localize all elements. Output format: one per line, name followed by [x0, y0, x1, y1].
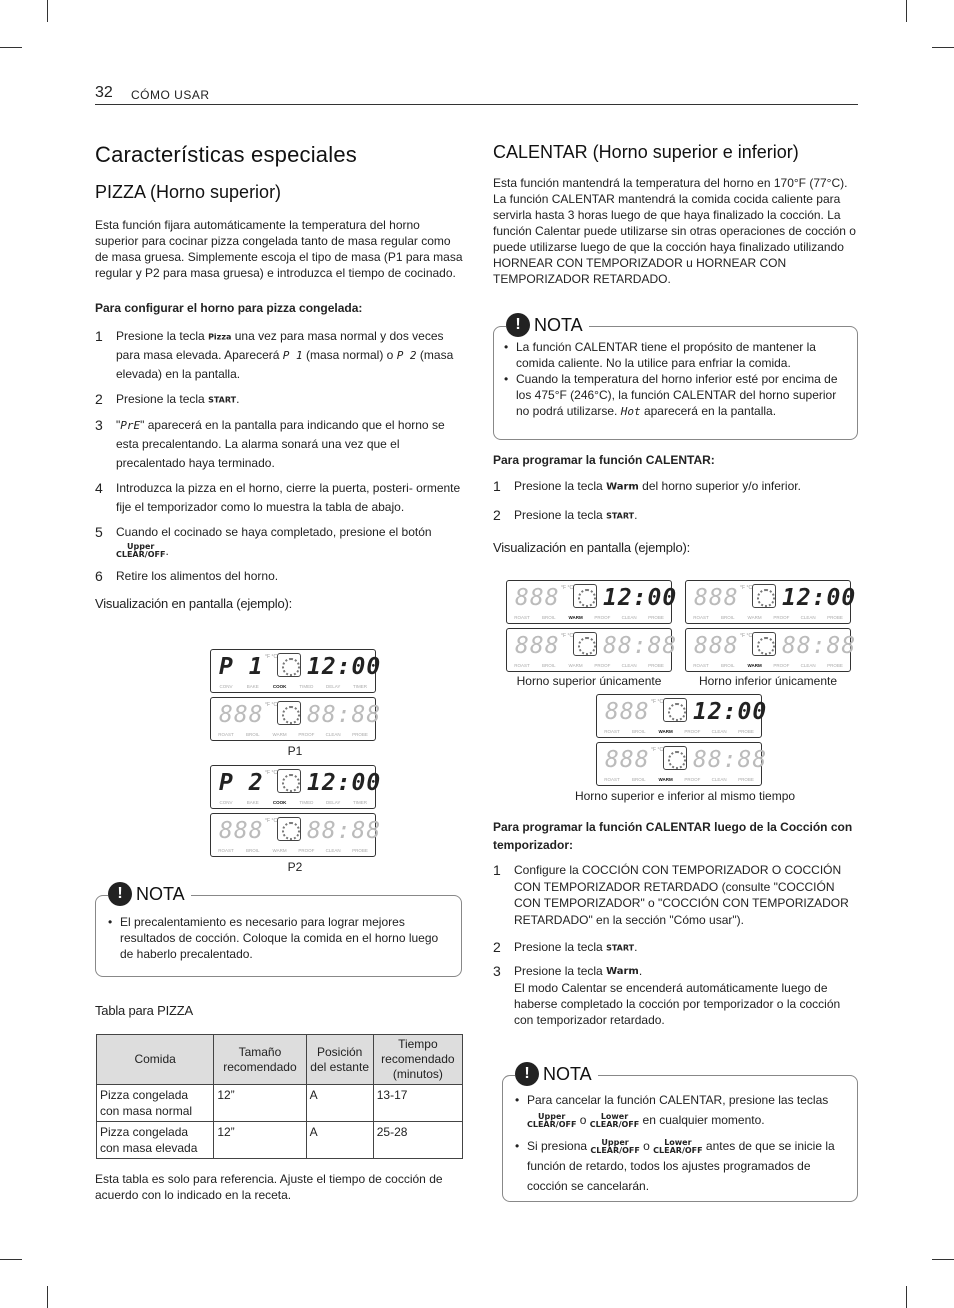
config-label: Para configurar el horno para pizza congelada: — [95, 301, 363, 315]
prog2-label: Para programar la función CALENTAR luego de la Cocción con temporizador: — [493, 820, 853, 852]
p1-caption: P1 — [287, 744, 303, 758]
display-label: Visualización en pantalla (ejemplo): — [95, 595, 293, 611]
display-lower-only-top: 888 °F °C 12:00 ROAST BROIL WARM PROOF CLEAN PROBE — [685, 580, 851, 624]
nota-item: • La función CALENTAR tiene el propósito de mantener la comida caliente. No la utilice para enfriar la comida. — [504, 339, 847, 371]
start-key: START — [606, 511, 635, 521]
fan-icon — [752, 584, 776, 608]
nota-item: • El precalentamiento es necesario para lograr mejores resultados de cocción. Coloque la comida en el horno luego de haberlo precalentado. — [108, 914, 447, 962]
fan-icon — [573, 584, 597, 608]
caption-upper-only: Horno superior únicamente — [516, 674, 662, 688]
pizza-step: 2 Presione la tecla START. — [95, 391, 240, 408]
warm-key: Warm — [606, 966, 639, 978]
calentar-step: 1 Configure la COCCIÓN CON TEMPORIZADOR O COCCIÓN CON TEMPORIZADOR RETARDADO (consulte "COCCIÓN CON TEMPORIZADOR" o "COCCIÓN CON TEMPORIZADOR RETARDADO" en la sección "Cómo usar"). — [493, 862, 849, 927]
crop-mark — [47, 1286, 48, 1308]
display-clock: 12:00 — [307, 654, 382, 680]
caption-both: Horno superior e inferior al mismo tiempo — [574, 789, 796, 803]
left-column — [95, 142, 463, 619]
pizza-intro: Esta función fijara automáticamente la temperatura del horno superior para cocinar pizza congelada tanto de masa regular como de masa gruesa. Simplemente escoja el tipo de masa (P1 para masa regular y P2 para masa gruesa) e introduzca el tiempo de cocinado. — [95, 218, 463, 280]
warning-icon: ! — [515, 1062, 539, 1086]
display-p2-upper: P 2 °F °C 12:00 CONV BAKE COOK TIMED DELAY TIMER — [210, 765, 376, 809]
crop-mark — [932, 47, 954, 48]
lcd-p2: P 2 — [396, 349, 417, 363]
calentar-step: 2 Presione la tecla START. — [493, 507, 638, 524]
table-label: Tabla para PIZZA — [95, 1003, 193, 1018]
fan-icon — [573, 632, 597, 656]
page-number: 32 — [95, 84, 113, 101]
pizza-table: Comida Tamaño recomendado Posición del estante Tiempo recomendado (minutos) Pizza congelada con masa normal 12” A 13-17 Pizza congelada con masa elevada 12” A 25-28 — [96, 1034, 463, 1159]
crop-mark — [906, 1286, 907, 1308]
lower-clear-off-key: Lower CLEAR/OFF — [653, 1137, 703, 1155]
p2-caption: P2 — [287, 860, 303, 874]
table-row: Pizza congelada con masa normal 12” A 13-17 — [97, 1085, 463, 1122]
nota-box: ! NOTA • Para cancelar la función CALENTAR, presione las teclas Upper CLEAR/OFF o Lower CLEAR/OFF en cualquier momento. • Si presiona Upper CLEAR/OFF o Lower CLEAR/OFF antes de que se inicie la función de retardo, todos los ajustes programados de cocción se cancelarán. — [502, 1075, 858, 1202]
crop-mark — [932, 1259, 954, 1260]
display-upper-only-top: 888 °F °C 12:00 ROAST BROIL WARM PROOF CLEAN PROBE — [506, 580, 672, 624]
table-footnote: Esta tabla es solo para referencia. Ajuste el tiempo de cocción de acuerdo con lo indicado en la receta. — [95, 1172, 443, 1202]
lcd-pre: PrE — [120, 418, 141, 432]
fan-icon — [277, 653, 301, 677]
section-label: CÓMO USAR — [131, 88, 210, 102]
calentar-timer-steps — [493, 818, 858, 1034]
calentar-step: 3 Presione la tecla Warm. El modo Calentar se encenderá automáticamente luego de haberse completado la cocción por temporizador o la cocción con temporizador retardado. — [493, 963, 841, 1028]
pizza-step: 3 "PrE" aparecerá en la pantalla para indicando que el horno se esta precalentando. La alarma sonará una vez que el precalentado haya terminado. — [95, 416, 445, 470]
display-upper-only-bottom: 888 °F °C 88:88 ROAST BROIL WARM PROOF CLEAN PROBE — [506, 628, 672, 672]
right-column — [493, 142, 858, 287]
prog-label: Para programar la función CALENTAR: — [493, 453, 715, 467]
fan-icon — [752, 632, 776, 656]
nota-item: • Si presiona Upper CLEAR/OFF o Lower CLEAR/OFF antes de que se inicie la función de retardo, todos los ajustes programados de cocción se cancelarán. — [515, 1136, 847, 1196]
crop-mark — [0, 1259, 22, 1260]
fan-icon — [663, 698, 687, 722]
calentar-title: CALENTAR (Horno superior e inferior) — [493, 142, 799, 162]
calentar-intro: Esta función mantendrá la temperatura del horno en 170°F (77°C). La función CALENTAR mantendrá la comida cocida caliente para servirla hasta 3 horas luego de que haya finalizado la cocción. La función Calentar puede utilizarse sin otras operaciones de cocción o puede utilizarse luego de que la cocción haya finalizado utilizando HORNEAR CON TEMPORIZADOR u HORNEAR CON TEMPORIZADOR RETARDADO. — [493, 176, 856, 286]
display-label: Visualización en pantalla (ejemplo): — [493, 539, 691, 555]
calentar-step: 2 Presione la tecla START. — [493, 939, 638, 955]
display-p1-lower: 888 °F °C 88:88 ROAST BROIL WARM PROOF CLEAN PROBE — [210, 697, 376, 741]
header-rule — [95, 104, 858, 105]
display-clock: 12:00 — [307, 770, 382, 796]
pizza-step: 1 Presione la tecla Pizza una vez para masa normal y dos veces para masa elevada. Aparecerá P 1 (masa normal) o P 2 (masa elevada) en la pantalla. — [95, 328, 454, 382]
fan-icon — [277, 701, 301, 725]
nota-item: • Cuando la temperatura del horno inferior esté por encima de los 475°F (246°C), la función CALENTAR del horno superior no podrá utilizarse. Hot aparecerá en la pantalla. — [504, 371, 847, 420]
calentar-steps — [493, 453, 858, 563]
display-code: P 2 — [219, 770, 264, 796]
display-both-bottom: 888 °F °C 88:88 ROAST BROIL WARM PROOF CLEAN PROBE — [596, 742, 762, 786]
fan-icon — [277, 769, 301, 793]
lower-clear-off-key: Lower CLEAR/OFF — [589, 1111, 640, 1129]
table-row: Pizza congelada con masa elevada 12” A 25-28 — [97, 1122, 463, 1159]
nota-box: ! NOTA • El precalentamiento es necesario para lograr mejores resultados de cocción. Coloque la comida en el horno luego de haberlo precalentado. — [95, 895, 462, 977]
crop-mark — [906, 0, 907, 22]
upper-clear-off-key: Upper CLEAR/OFF — [590, 1137, 640, 1155]
pizza-step: 4 Introduzca la pizza en el horno, cierre la puerta, posteri- ormente fije el temporizador como lo muestra la tabla de abajo. — [95, 479, 461, 514]
nota-item: • Para cancelar la función CALENTAR, presione las teclas Upper CLEAR/OFF o Lower CLEAR/OFF en cualquier momento. — [515, 1090, 847, 1130]
calentar-step: 1 Presione la tecla Warm del horno superior y/o inferior. — [493, 478, 801, 494]
upper-clear-off-key: Upper CLEAR/OFF — [527, 1111, 577, 1129]
fan-icon — [663, 746, 687, 770]
warning-icon: ! — [108, 882, 132, 906]
display-both-top: 888 °F °C 12:00 ROAST BROIL WARM PROOF CLEAN PROBE — [596, 694, 762, 738]
crop-mark — [0, 47, 22, 48]
display-p1-upper: P 1 °F °C 12:00 CONV BAKE COOK TIMED DELAY TIMER — [210, 649, 376, 693]
display-p2-lower: 888 °F °C 88:88 ROAST BROIL WARM PROOF CLEAN PROBE — [210, 813, 376, 857]
display-code: P 1 — [219, 654, 264, 680]
warm-key: Warm — [606, 481, 639, 493]
crop-mark — [47, 0, 48, 22]
fan-icon — [277, 817, 301, 841]
display-lower-only-bottom: 888 °F °C 88:88 ROAST BROIL WARM PROOF CLEAN PROBE — [685, 628, 851, 672]
pizza-step: 6 Retire los alimentos del horno. — [95, 567, 279, 584]
pizza-key: Pizza — [208, 332, 232, 342]
caption-lower-only: Horno inferior únicamente — [698, 674, 838, 688]
start-key: START — [606, 943, 635, 953]
pizza-step: 5 Cuando el cocinado se haya completado, presione el botón Upper CLEAR/OFF. — [95, 523, 432, 560]
start-key: START — [208, 395, 237, 405]
upper-clear-off-key: Upper CLEAR/OFF — [116, 542, 166, 560]
warning-icon: ! — [506, 313, 530, 337]
lcd-p1: P 1 — [282, 349, 303, 363]
page-title: Características especiales — [95, 142, 357, 167]
pizza-title: PIZZA (Horno superior) — [95, 182, 282, 202]
nota-box: ! NOTA • La función CALENTAR tiene el propósito de mantener la comida caliente. No la utilice para enfriar la comida. • Cuando la temperatura del horno inferior esté por encima de los 475°F (246°C), la función CALENTAR del horno superior no podrá utilizarse. Hot aparecerá en la pantalla. — [493, 326, 858, 440]
